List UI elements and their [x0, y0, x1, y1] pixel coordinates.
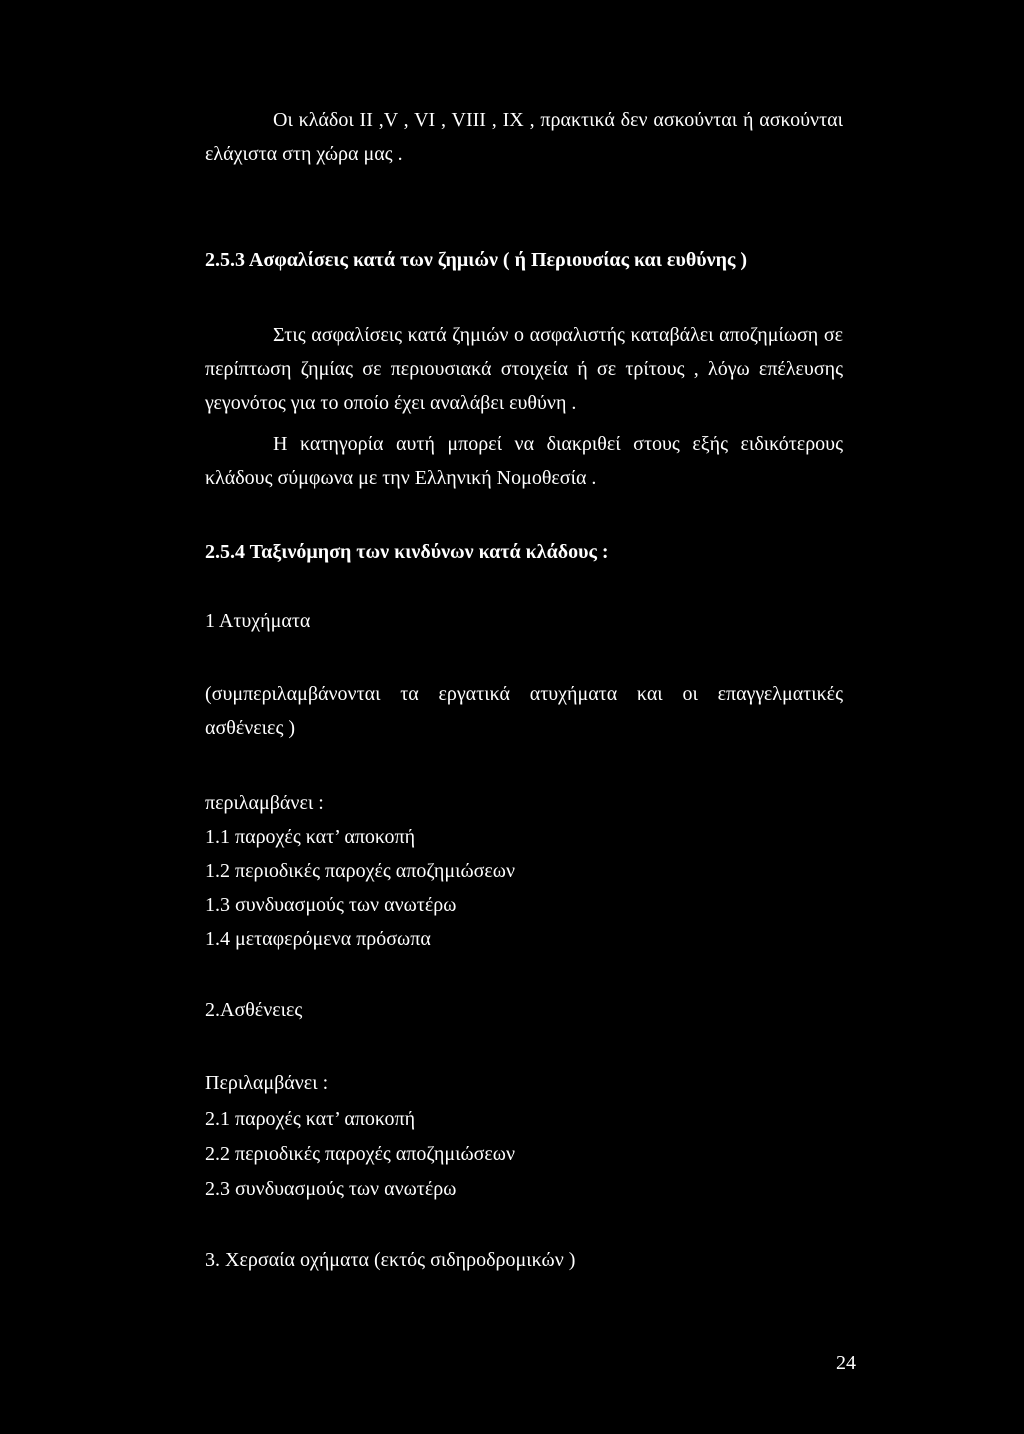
branch-1-item-4: 1.4 μεταφερόμενα πρόσωπα — [205, 928, 431, 950]
branch-1-includes-label: περιλαμβάνει : — [205, 792, 324, 814]
branch-2-includes-label: Περιλαμβάνει : — [205, 1072, 329, 1094]
branch-2-item-2: 2.2 περιοδικές παροχές αποζημιώσεων — [205, 1143, 515, 1165]
branch-2-item-1: 2.1 παροχές κατ’ αποκοπή — [205, 1108, 416, 1130]
branch-1-item-1: 1.1 παροχές κατ’ αποκοπή — [205, 826, 416, 848]
branch-2-item-3: 2.3 συνδυασμούς των ανωτέρω — [205, 1178, 457, 1200]
section-2-5-3-paragraph-2: Η κατηγορία αυτή μπορεί να διακριθεί στους εξής ειδικότερους κλάδους σύμφωνα με την Ελληνική Νομοθεσία . — [205, 433, 843, 489]
branch-1-item-2: 1.2 περιοδικές παροχές αποζημιώσεων — [205, 860, 515, 882]
branch-1-note-line-2: ασθένειες ) — [205, 717, 296, 739]
section-2-5-4-heading: 2.5.4 Ταξινόμηση των κινδύνων κατά κλάδους : — [205, 541, 609, 563]
page-number: 24 — [836, 1352, 856, 1374]
branch-2-title: 2.Ασθένειες — [205, 999, 303, 1021]
section-2-5-3-heading: 2.5.3 Ασφαλίσεις κατά των ζημιών ( ή Περιουσίας και ευθύνης ) — [205, 249, 748, 271]
branch-3-title: 3. Χερσαία οχήματα (εκτός σιδηροδρομικών ) — [205, 1249, 576, 1271]
intro-paragraph: Οι κλάδοι II ,V , VI , VIII , IX , πρακτικά δεν ασκούνται ή ασκούνται ελάχιστα στη χώρα μας . — [205, 109, 843, 165]
section-2-5-3-paragraph-1: Στις ασφαλίσεις κατά ζημιών ο ασφαλιστής καταβάλει αποζημίωση σε περίπτωση ζημίας σε περιουσιακά στοιχεία ή σε τρίτους , λόγω επέλευσης γεγονότος για το οποίο έχει αναλάβει ευθύνη . — [205, 324, 843, 414]
branch-1-item-3: 1.3 συνδυασμούς των ανωτέρω — [205, 894, 457, 916]
branch-1-note-line-1: (συμπεριλαμβάνονται τα εργατικά ατυχήματα και οι επαγγελματικές — [205, 683, 843, 705]
branch-1-title: 1 Ατυχήματα — [205, 610, 311, 632]
branch-1-note — [205, 677, 843, 745]
